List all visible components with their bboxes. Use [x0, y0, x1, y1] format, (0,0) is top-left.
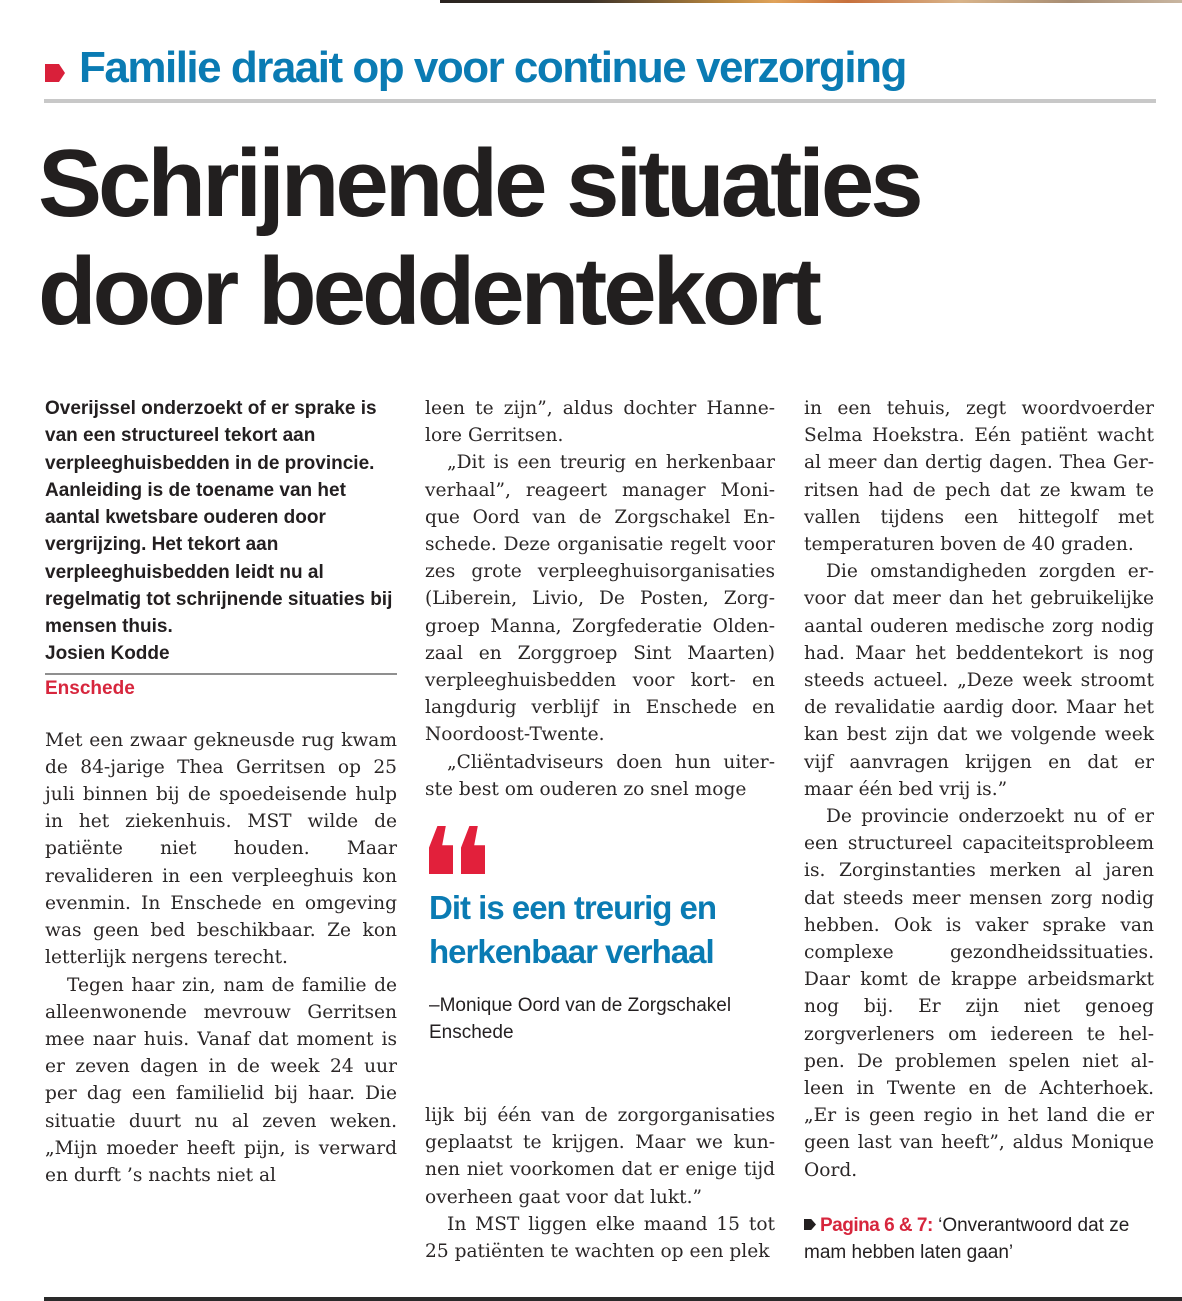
body-paragraph: Met een zwaar gekneusde rug kwam de 84-jarige Thea Gerritsen op 25 juli binnen bij de spoedeisende hulp in het ziekenhuis. MST wilde de patiënte niet houden. Maar revalideren in een verpleeghuis kon evenmin. In Enschede en omgeving was geen bed beschikbaar. Ze kon letterlijk nergens terecht.: [45, 729, 397, 969]
crossref-page-label: Pagina 6 & 7:: [820, 1215, 933, 1236]
column-1: [45, 395, 397, 1189]
byline-author: Josien Kodde: [45, 641, 397, 675]
bottom-divider: [44, 1297, 1182, 1301]
kicker-text: Familie draait op voor continue verzorging: [79, 43, 906, 92]
column-3: [804, 395, 1154, 1184]
body-paragraph: in een tehuis, zegt woordvoerder Selma Hoekstra. Eén patiënt wacht al meer dan dertig dagen. Thea Gerritsen had de pech dat ze kwam te vallen tijdens een hittegolf met temperaturen boven de 40 graden.: [804, 398, 1154, 556]
column-2: [425, 395, 775, 803]
headline-line-1: Schrijnende situaties: [38, 130, 920, 237]
kicker-arrow-icon: [45, 64, 65, 82]
body-paragraph: „Dit is een treurig en herkenbaar verhaal”, reageert manager Monique Oord van de Zorgschakel Enschede. Deze organisatie regelt voor zes grote verpleeghuisorganisaties (Liberein, Livio, De Posten, Zorggroep Manna, Zorgfederatie Oldenzaal en Zorggroep Sint Maarten) verpleeghuisbedden voor kort- en langdurig verblijf in Enschede en Noordoost-Twente.: [425, 452, 775, 746]
intro-paragraph: Overijssel onderzoekt of er sprake is van een structureel tekort aan verpleeghuisbedden in de provincie. Aanleiding is de toename van het aantal kwetsbare ouderen door vergrijzing. Het tekort aan verpleeghuisbedden leidt nu al regelmatig tot schrijnende situaties bij mensen thuis.: [45, 398, 393, 638]
body-paragraph: „Cliëntadviseurs doen hun uiterste best om ouderen zo snel moge: [425, 751, 775, 800]
crossref-title: ‘Onverantwoord dat ze mam hebben laten gaan’: [804, 1215, 1130, 1263]
column-2-continued: [425, 1102, 775, 1265]
quote-mark-icon: [429, 826, 487, 874]
body-paragraph: leen te zijn”, aldus dochter Hannelore Gerritsen.: [425, 398, 775, 447]
headline: [38, 130, 1178, 346]
body-paragraph: Tegen haar zin, nam de familie de alleenwonende mevrouw Gerritsen mee naar huis. Vanaf dat moment is er zeven dagen in de week 24 uur per dag een familielid bij haar. Die situatie duurt nu al zeven weken. „Mijn moeder heeft pijn, is verward en durft ’s nachts niet al: [45, 974, 397, 1186]
body-paragraph: In MST liggen elke maand 15 tot 25 patiënten te wachten op een plek: [425, 1213, 775, 1263]
kicker: [45, 42, 906, 94]
arrow-right-icon: [804, 1219, 816, 1230]
body-paragraph: lijk bij één van de zorgorganisaties geplaatst te krijgen. Maar we kunnen niet voorkomen dat er enige tijd overheen gaat voor dat lukt.”: [425, 1105, 775, 1208]
pull-quote: [429, 826, 779, 1046]
body-paragraph: De provincie onderzoekt nu of er een structureel capaciteitsprobleem is. Zorginstanties merken al jaren dat steeds meer mensen zorg nodig hebben. Ook is vaker sprake van complexe gezondheidssituaties. Daar komt de krappe arbeidsmarkt nog bij. Er zijn niet genoeg zorgverleners om iedereen te helpen. De problemen spelen niet alleen in Twente en de Achterhoek. „Er is geen regio in het land die er geen last van heeft”, aldus Monique Oord.: [804, 806, 1154, 1181]
pull-quote-attribution: –Monique Oord van de Zorgschakel Enschede: [429, 995, 732, 1043]
body-paragraph: Die omstandigheden zorgden ervoor dat meer dan het gebruikelijke aantal ouderen medische zorg nodig had. Maar het beddentekort is nog steeds actueel. „Deze week stroomt de revalidatie aardig door. Maar het kan best zijn dat we volgende week vijf aanvragen krijgen en dat er maar één bed vrij is.”: [804, 561, 1154, 800]
headline-line-2: door beddentekort: [38, 238, 819, 345]
photo-edge: [440, 0, 1182, 3]
cross-reference[interactable]: [804, 1212, 1164, 1266]
pull-quote-text: Dit is een treurig en herkenbaar verhaal: [429, 889, 717, 970]
kicker-divider: [44, 99, 1156, 103]
byline-location: Enschede: [45, 677, 135, 699]
